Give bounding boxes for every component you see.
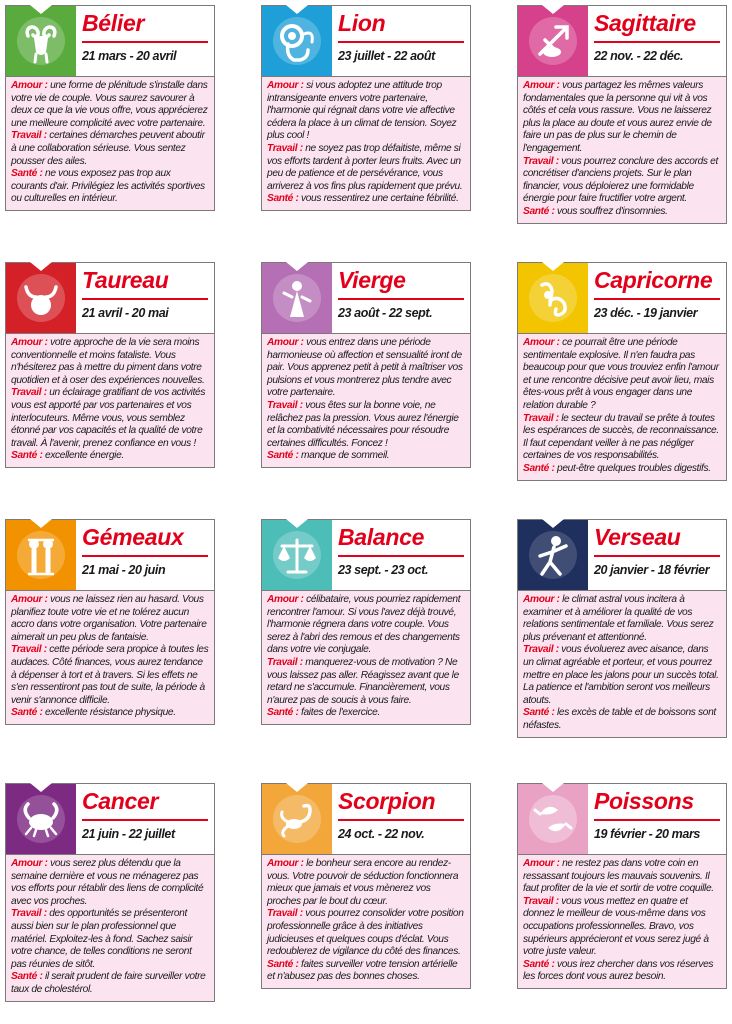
sign-dates: 24 oct. - 22 nov. [338, 827, 425, 841]
sign-emblem [262, 520, 332, 590]
horoscope-card-vierge [261, 262, 471, 468]
sante-text: vous souffrez d'insomnies. [557, 205, 668, 217]
sign-name: Capricorne [594, 267, 713, 293]
forecast-text [262, 590, 470, 724]
horoscope-card-lion [261, 5, 471, 211]
amour-label: Amour : [11, 337, 48, 348]
travail-label: Travail : [11, 644, 47, 656]
sante-text: manque de sommeil. [301, 450, 390, 462]
bull-icon [14, 271, 68, 325]
sante-paragraph [267, 450, 465, 463]
travail-paragraph [523, 644, 721, 707]
sign-dates: 23 juillet - 22 août [338, 49, 435, 63]
sign-emblem [6, 263, 76, 333]
travail-label: Travail : [11, 908, 47, 920]
travail-paragraph [267, 400, 465, 450]
sante-text: ne vous exposez pas trop aux courants d'air. Privilégiez les activités sportives ou culturelles en intérieur. [11, 168, 205, 205]
sign-dates: 20 janvier - 18 février [594, 563, 710, 577]
travail-paragraph [523, 413, 721, 463]
travail-paragraph [267, 657, 465, 707]
amour-text: vous serez plus détendu que la semaine dernière et vous ne ménagerez pas vos efforts pour rétablir des liens de complicité avec vos proches. [11, 858, 204, 907]
sante-paragraph [523, 206, 721, 219]
divider [82, 555, 208, 557]
sign-name: Vierge [338, 267, 406, 293]
crab-icon [14, 792, 68, 846]
sante-paragraph [267, 959, 465, 984]
forecast-text [518, 854, 726, 988]
sante-label: Santé : [267, 958, 299, 970]
sante-label: Santé : [11, 168, 43, 180]
sign-emblem [262, 263, 332, 333]
card-header [262, 6, 470, 76]
sante-label: Santé : [523, 707, 555, 719]
sign-emblem [6, 6, 76, 76]
travail-label: Travail : [267, 908, 303, 920]
sign-emblem [518, 263, 588, 333]
sign-dates: 22 nov. - 22 déc. [594, 49, 684, 63]
amour-paragraph [11, 337, 209, 387]
horoscope-card-verseau [517, 519, 727, 738]
forecast-text [6, 76, 214, 210]
divider [338, 298, 464, 300]
horoscope-card-scorpion [261, 783, 471, 989]
amour-paragraph [523, 337, 721, 413]
sign-emblem [518, 6, 588, 76]
sign-emblem [6, 784, 76, 854]
amour-paragraph [267, 858, 465, 908]
sante-label: Santé : [523, 462, 555, 474]
card-header [6, 784, 214, 854]
travail-text: vous pourrez consolider votre position professionnelle grâce à des initiatives judicieuses et quelques coups d'éclat. Vous redoublerez de vigilance du côté des finances. [267, 908, 464, 958]
amour-label: Amour : [523, 80, 560, 91]
horoscope-card-belier [5, 5, 215, 211]
amour-label: Amour : [11, 594, 48, 605]
card-header [262, 520, 470, 590]
forecast-text [518, 333, 726, 480]
sante-paragraph [11, 707, 209, 720]
forecast-text [262, 333, 470, 467]
divider [82, 298, 208, 300]
travail-label: Travail : [523, 412, 559, 424]
sign-name: Cancer [82, 788, 159, 814]
card-header [518, 520, 726, 590]
lion-icon [270, 14, 324, 68]
sign-name: Lion [338, 10, 386, 36]
divider [338, 41, 464, 43]
sign-name: Verseau [594, 524, 681, 550]
sign-emblem [262, 6, 332, 76]
sante-paragraph [523, 959, 721, 984]
travail-paragraph [11, 908, 209, 971]
travail-text: un éclairage gratifiant de vos activités vous est apporté par vos partenaires et vos interlocuteurs. Même vous, vous semblez étonné par vos capacités et la qualité de votre travail. À l'avenir, prenez confiance en vous ! [11, 387, 206, 449]
sign-dates: 19 février - 20 mars [594, 827, 700, 841]
sante-label: Santé : [11, 707, 43, 719]
sante-label: Santé : [267, 193, 299, 205]
amour-paragraph [267, 594, 465, 657]
amour-label: Amour : [11, 858, 48, 869]
travail-paragraph [11, 130, 209, 168]
ram-icon [14, 14, 68, 68]
travail-paragraph [267, 908, 465, 958]
sante-paragraph [523, 707, 721, 732]
sante-paragraph [267, 707, 465, 720]
amour-text: votre approche de la vie sera moins conventionnelle et moins fataliste. Vous n'hésiterez pas à mettre du piment dans votre quotidien et à oser des expériences nouvelles. [11, 337, 205, 386]
forecast-text [262, 76, 470, 210]
amour-paragraph [11, 858, 209, 908]
travail-text: cette période sera propice à toutes les audaces. Côté finances, vous aurez tendance à dépenser à tort et à travers. Si les effets ne s'en ressentiront pas tout de suite, la période à venir s'annonce difficile. [11, 644, 209, 706]
sign-name: Scorpion [338, 788, 436, 814]
scales-icon [270, 528, 324, 582]
divider [82, 41, 208, 43]
travail-paragraph [267, 143, 465, 193]
travail-paragraph [523, 896, 721, 959]
forecast-text [518, 76, 726, 223]
amour-text: vous ne laissez rien au hasard. Vous planifiez toute votre vie et ne tolérez aucun accro dans votre organisation. Votre partenaire aimerait un peu plus de fantaisie. [11, 594, 207, 643]
sante-text: les excès de table et de boissons sont néfastes. [523, 707, 716, 731]
horoscope-card-balance [261, 519, 471, 725]
sante-paragraph [11, 450, 209, 463]
divider [338, 555, 464, 557]
amour-text: si vous adoptez une attitude trop intransigeante envers votre partenaire, l'harmonie qui régnait dans votre vie affective cédera la place à un climat de tension. Soyez plus cool ! [267, 80, 457, 142]
sante-text: il serait prudent de faire surveiller votre taux de cholestérol. [11, 971, 206, 995]
sante-text: excellente résistance physique. [45, 707, 176, 719]
sign-dates: 21 mai - 20 juin [82, 563, 166, 577]
fish-icon [526, 792, 580, 846]
horoscope-card-sagittaire [517, 5, 727, 224]
travail-text: vous êtes sur la bonne voie, ne relâchez pas la pression. Vous aurez l'énergie et la combativité nécessaires pour résoudre certaines difficultés. Foncez ! [267, 399, 459, 449]
divider [594, 298, 720, 300]
sante-text: peut-être quelques troubles digestifs. [557, 462, 711, 474]
travail-label: Travail : [523, 895, 559, 907]
amour-label: Amour : [267, 594, 304, 605]
amour-label: Amour : [267, 858, 304, 869]
sign-name: Sagittaire [594, 10, 696, 36]
sante-label: Santé : [523, 958, 555, 970]
travail-paragraph [11, 644, 209, 707]
sign-name: Taureau [82, 267, 169, 293]
sign-dates: 23 sept. - 23 oct. [338, 563, 429, 577]
sign-dates: 21 avril - 20 mai [82, 306, 169, 320]
amour-text: vous partagez les mêmes valeurs fondamentales que la personne qui vit à vos côtés et cela vous rassure. Vous ne laisserez plus la place au doute et vous aurez envie de faire un pas de plus sur le chemin de l'engagement. [523, 80, 712, 154]
sante-text: vous irez chercher dans vos réserves les forces dont vous aurez besoin. [523, 958, 714, 983]
amour-text: le climat astral vous incitera à examiner et à améliorer la qualité de vos relations sentimentale et familiale. Vous serez plus prévenant et attentionné. [523, 594, 714, 643]
archer-icon [526, 14, 580, 68]
maiden-icon [270, 271, 324, 325]
horoscope-card-poissons [517, 783, 727, 989]
travail-paragraph [11, 387, 209, 450]
card-header [518, 263, 726, 333]
divider [594, 41, 720, 43]
travail-label: Travail : [11, 130, 47, 142]
amour-label: Amour : [11, 80, 48, 91]
sante-label: Santé : [11, 971, 43, 983]
sign-dates: 21 juin - 22 juillet [82, 827, 175, 841]
sante-label: Santé : [11, 450, 43, 462]
travail-text: vous évoluerez avec aisance, dans un climat agréable et porteur, et vous pourrez mettre en place les jalons pour un succès total. La patience et l'ambition seront vos meilleurs atouts. [523, 644, 719, 706]
sante-paragraph [11, 971, 209, 996]
card-header [518, 6, 726, 76]
travail-text: vous vous mettez en quatre et donnez le meilleur de vous-même dans vos occupations professionnelles. Bravo, vos supérieurs apprécieront et vous serez jugé à votre juste valeur. [523, 895, 709, 958]
scorpion-icon [270, 792, 324, 846]
divider [82, 819, 208, 821]
amour-paragraph [11, 80, 209, 130]
forecast-text [262, 854, 470, 988]
amour-paragraph [267, 337, 465, 400]
sante-text: vous ressentirez une certaine fébrilité. [301, 193, 459, 205]
amour-text: ce pourrait être une période sentimentale explosive. Il n'en faudra pas beaucoup pour que vous trouviez enfin l'amour et une rencontre décisive peut avoir lieu, mais êtes-vous prêt à vous engager dans une relation durable ? [523, 337, 719, 411]
sante-text: faites de l'exercice. [301, 707, 380, 719]
amour-text: le bonheur sera encore au rendez-vous. Votre pouvoir de séduction fonctionnera mieux que jamais et vous mènerez vos proches par le bout du cœur. [267, 858, 459, 907]
travail-label: Travail : [267, 399, 303, 411]
sign-dates: 23 déc. - 19 janvier [594, 306, 698, 320]
travail-text: le secteur du travail se prête à toutes les espérances de succès, de reconnaissance. Il faut cependant veiller à ne pas négliger certaines de vos responsabilités. [523, 412, 719, 462]
horoscope-card-gemeaux [5, 519, 215, 725]
divider [594, 555, 720, 557]
amour-label: Amour : [523, 337, 560, 348]
sign-emblem [518, 784, 588, 854]
sante-text: faites surveiller votre tension artérielle et n'abusez pas des bonnes choses. [267, 958, 458, 983]
sante-label: Santé : [523, 205, 555, 217]
amour-label: Amour : [267, 80, 304, 91]
travail-text: manquerez-vous de motivation ? Ne vous laissez pas aller. Réagissez avant que le retard ne s'accumule. Financièrement, vous n'aurez pas de soucis à vous faire. [267, 656, 459, 706]
amour-paragraph [523, 594, 721, 644]
sign-emblem [518, 520, 588, 590]
travail-text: vous pourrez conclure des accords et concrétiser d'anciens projets. Sur le plan financier, vous déploierez une formidable énergie pour faire fructifier votre argent. [523, 155, 718, 205]
sante-paragraph [523, 463, 721, 476]
sign-emblem [262, 784, 332, 854]
sante-label: Santé : [267, 707, 299, 719]
amour-paragraph [523, 80, 721, 156]
horoscope-card-cancer [5, 783, 215, 1002]
travail-label: Travail : [11, 387, 47, 399]
sign-name: Balance [338, 524, 425, 550]
amour-text: une forme de plénitude s'installe dans votre vie de couple. Vous saurez savourer à deux ce que la vie vous offre, vous apprécierez une meilleure complicité avec votre partenaire. [11, 80, 208, 129]
travail-label: Travail : [267, 142, 303, 154]
horoscope-card-taureau [5, 262, 215, 468]
sign-emblem [6, 520, 76, 590]
travail-label: Travail : [523, 155, 559, 167]
forecast-text [518, 590, 726, 737]
card-header [262, 784, 470, 854]
forecast-text [6, 854, 214, 1001]
amour-text: vous entrez dans une période harmonieuse où affection et sensualité iront de pair. Vous apprenez petit à petit à maîtriser vos pulsions et vous montrerez plus tendre avec votre partenaire. [267, 337, 463, 399]
divider [338, 819, 464, 821]
forecast-text [6, 590, 214, 724]
amour-label: Amour : [523, 858, 560, 869]
sign-name: Poissons [594, 788, 694, 814]
travail-text: certaines démarches peuvent aboutir à une collaboration sérieuse. Vous sentez pousser des ailes. [11, 130, 205, 167]
card-header [262, 263, 470, 333]
sign-name: Gémeaux [82, 524, 184, 550]
amour-paragraph [267, 80, 465, 143]
amour-label: Amour : [523, 594, 560, 605]
travail-label: Travail : [523, 644, 559, 656]
travail-paragraph [523, 156, 721, 206]
card-header [6, 6, 214, 76]
card-header [6, 263, 214, 333]
sante-text: excellente énergie. [45, 450, 124, 462]
sign-dates: 21 mars - 20 avril [82, 49, 177, 63]
goat-icon [526, 271, 580, 325]
amour-text: célibataire, vous pourriez rapidement rencontrer l'amour. Si vous l'avez déjà trouvé, l'harmonie régnera dans votre couple. Vous serez à l'abri des remous et des changements dans votre vie conjugale. [267, 594, 461, 656]
water-bearer-icon [526, 528, 580, 582]
travail-text: ne soyez pas trop défaitiste, même si vos efforts tardent à porter leurs fruits. Avec un peu de patience et de persévérance, vous arriverez à vos fins plus rapidement que prévu. [267, 142, 463, 192]
horoscope-card-capricorne [517, 262, 727, 481]
sign-name: Bélier [82, 10, 145, 36]
amour-paragraph [523, 858, 721, 896]
sign-dates: 23 août - 22 sept. [338, 306, 433, 320]
sante-label: Santé : [267, 450, 299, 462]
twins-icon [14, 528, 68, 582]
amour-text: ne restez pas dans votre coin en ressassant toujours les mauvais souvenirs. Il faut profiter de la vie et sortir de votre coquille. [523, 858, 714, 895]
sante-paragraph [11, 168, 209, 206]
sante-paragraph [267, 193, 465, 206]
travail-text: des opportunités se présenteront aussi bien sur le plan professionnel que matériel. Exploitez-les à fond. Sachez saisir votre chance, de telles conditions ne seront pas réunies de sitôt. [11, 908, 193, 970]
travail-label: Travail : [267, 656, 303, 668]
card-header [6, 520, 214, 590]
card-header [518, 784, 726, 854]
amour-paragraph [11, 594, 209, 644]
forecast-text [6, 333, 214, 467]
amour-label: Amour : [267, 337, 304, 348]
divider [594, 819, 720, 821]
